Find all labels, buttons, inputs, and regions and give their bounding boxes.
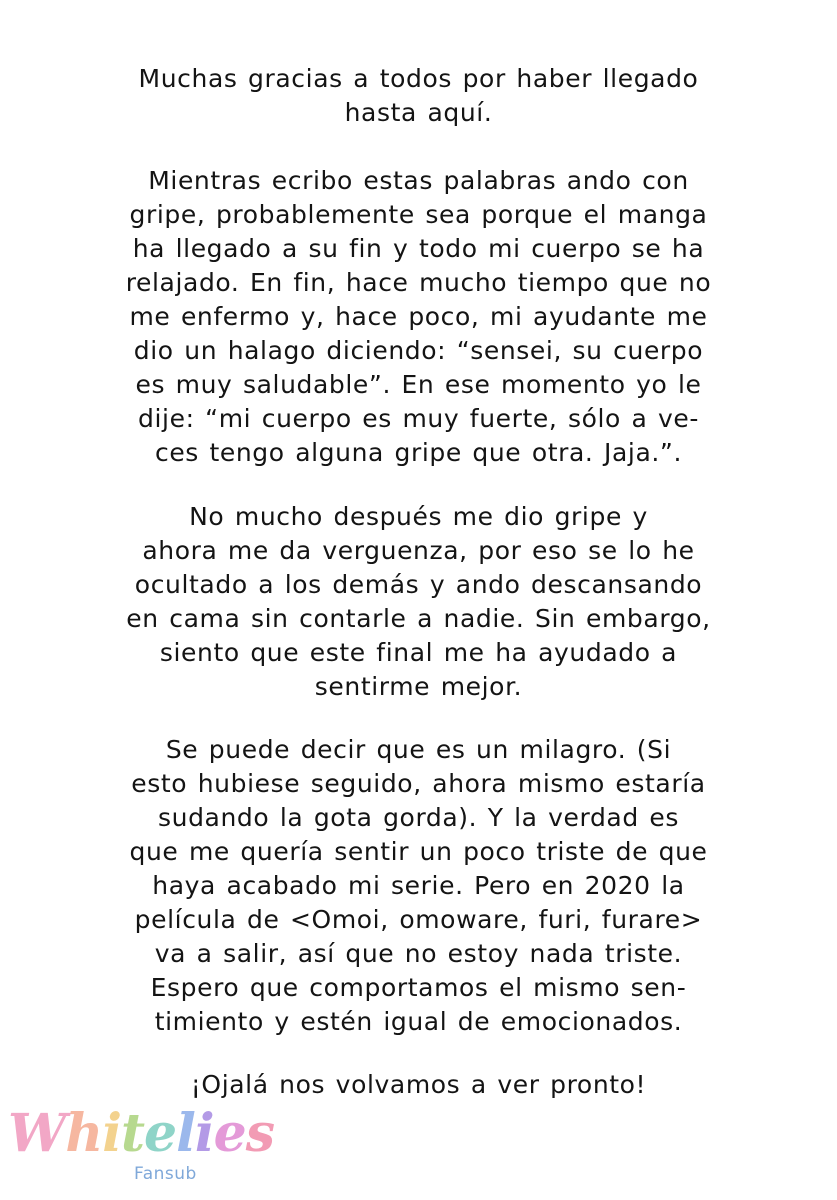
text-line: me enfermo y, hace poco, mi ayudante me [129,302,708,331]
text-line: sudando la gota gorda). Y la verdad es [158,803,679,832]
logo-subtitle: Fansub [134,1164,197,1184]
text-line: ha llegado a su fin y todo mi cuerpo se ha [132,234,705,263]
paragraph-5 [70,1068,767,1102]
text-line: sentirme mejor. [314,672,523,701]
text-line: ahora me da verguenza, por eso se lo he [142,536,695,565]
text-line: va a salir, así que no estoy nada triste. [154,939,683,968]
text-line: dio un halago diciendo: “sensei, su cuerpo [133,336,704,365]
text-line: esto hubiese seguido, ahora mismo estaría [131,769,706,798]
text-line: Mientras ecribo estas palabras ando con [148,166,689,195]
logo-letter: i [102,1103,121,1164]
logo-letter: W [8,1103,66,1164]
text-line: ocultado a los demás y ando descansando [134,570,703,599]
logo-letter: h [65,1103,103,1164]
paragraph-1 [70,62,767,130]
logo-letter: e [213,1103,246,1164]
paragraph-2 [70,164,767,470]
text-line: timiento y estén igual de emocionados. [154,1007,683,1036]
text-line: gripe, probablemente sea porque el manga [129,200,708,229]
logo-letter: e [144,1103,177,1164]
logo-letter: t [120,1103,145,1164]
text-line: ces tengo alguna gripe que otra. Jaja.”. [154,438,683,467]
paragraph-4 [70,733,767,1039]
logo-wordmark [8,1102,274,1166]
text-line: relajado. En fin, hace mucho tiempo que no [125,268,712,297]
logo-letter: s [245,1103,275,1164]
paragraph-3 [70,500,767,704]
text-line: siento que este final me ha ayudado a [159,638,678,667]
text-line: Se puede decir que es un milagro. (Si [165,735,672,764]
text-line: dije: “mi cuerpo es muy fuerte, sólo a ve- [138,404,699,433]
text-line: haya acabado mi serie. Pero en 2020 la [152,871,685,900]
text-line: Espero que comportamos el mismo sen- [150,973,687,1002]
text-line: en cama sin contarle a nadie. Sin embargo, [126,604,711,633]
text-line: ¡Ojalá nos volvamos a ver pronto! [190,1070,647,1099]
logo-letter: l [176,1103,195,1164]
text-line: película de <Omoi, omoware, furi, furare> [134,905,703,934]
text-line: que me quería sentir un poco triste de que [129,837,708,866]
text-line: Muchas gracias a todos por haber llegado [138,64,699,93]
logo-letter: i [194,1103,214,1164]
text-line: es muy saludable”. En ese momento yo le [135,370,702,399]
text-line: No mucho después me dio gripe y [189,502,648,531]
text-line: hasta aquí. [344,98,493,127]
fansub-logo [8,1102,275,1194]
